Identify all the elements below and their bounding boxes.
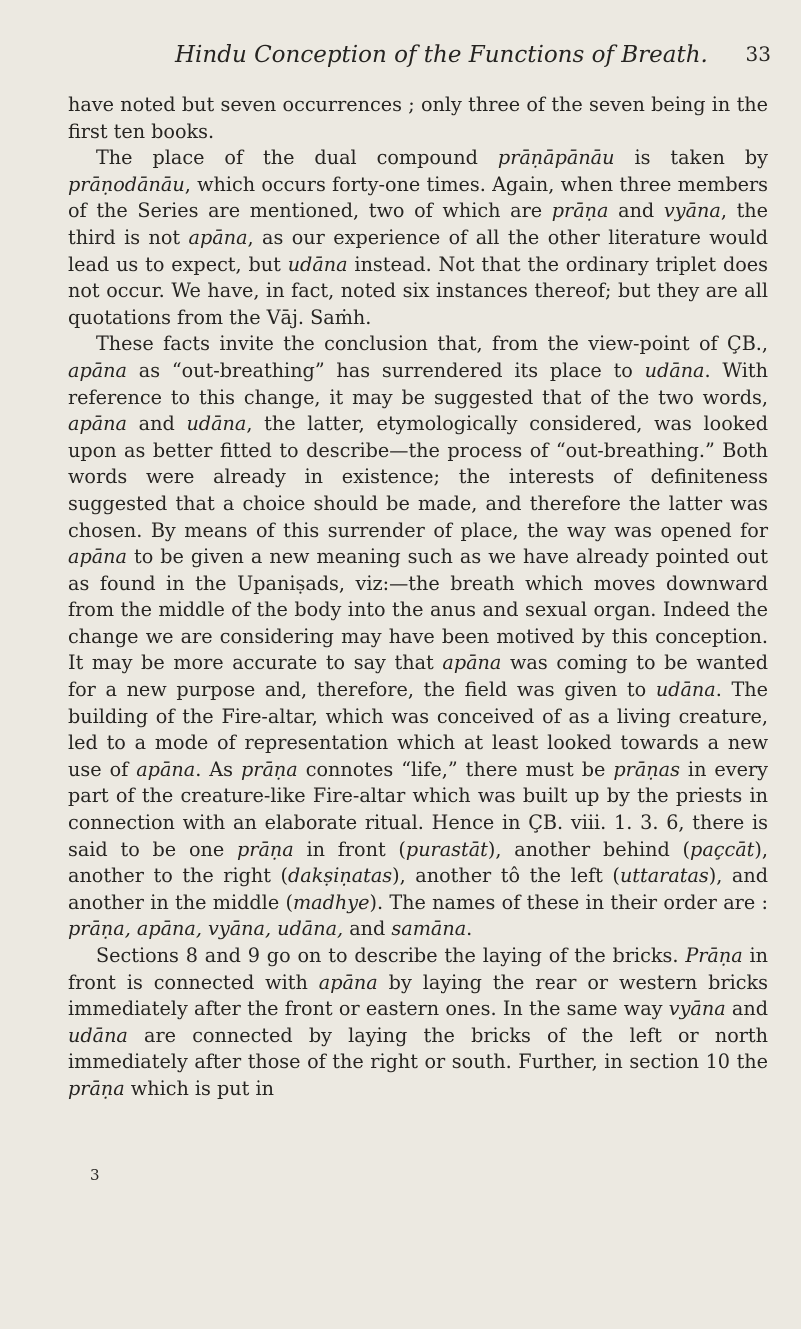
italic-term: apāna — [68, 545, 127, 569]
text-run: are connected by laying the bricks of the left or north immediately after those of the right or south. Further, in section 10 the — [68, 1023, 768, 1074]
italic-term: prāṇa — [551, 199, 609, 223]
italic-term: udāna — [186, 412, 247, 436]
paragraph — [68, 943, 768, 1103]
body-text — [68, 92, 768, 1103]
text-run: and — [343, 917, 392, 941]
italic-term: prāṇa, apāna, vyāna, udāna, — [68, 917, 344, 941]
text-run: and — [126, 412, 187, 436]
italic-term: prāṇodānāu — [68, 172, 185, 196]
italic-term: apāna — [68, 358, 127, 382]
italic-term: Prāṇa — [685, 944, 743, 967]
paragraph — [68, 92, 768, 145]
italic-term: apāna — [68, 412, 127, 436]
text-run: was coming to be wanted for a new purpose and, therefore, the field was given to — [68, 651, 768, 702]
text-run: is taken by — [614, 146, 768, 170]
italic-term: udāna — [287, 252, 348, 276]
running-title: Hindu Conception of the Functions of Breath. — [175, 42, 708, 68]
text-run: Sections 8 and 9 go on to describe the laying of the bricks. — [96, 944, 686, 967]
text-run: in front is connected with — [68, 944, 769, 994]
text-run: to be given a new meaning such as we have already pointed out as found in the Upaniṣads, viz:—the breath which moves downward from the middle of the body into the anus and sexual organ. Indeed the change we are considering may have been motived by this conception. It may be more accurate to say that — [68, 545, 768, 675]
italic-term: prāṇas — [613, 757, 680, 781]
italic-term: udāna — [68, 1023, 128, 1047]
italic-term: madhye — [292, 890, 370, 914]
text-run: , the third is not — [68, 199, 768, 249]
text-run: have noted but seven occurrences ; only three of the seven being in the first ten books. — [68, 93, 768, 143]
text-run: which is put in — [124, 1076, 274, 1100]
text-run: as “out-breathing” has surrendered its place to — [126, 358, 645, 382]
signature-mark: 3 — [90, 1166, 100, 1184]
text-run: connotes “life,” there must be — [297, 757, 614, 781]
italic-term: apāna — [136, 757, 196, 781]
text-run: . With reference to this change, it may be suggested that of the two words, — [68, 358, 768, 409]
text-run: in every part of the creature-like Fire-altar which was built up by the priests in connection with an elaborate ritual. Hence in ÇB. viii. 1. 3. 6, there is said to be one — [68, 757, 768, 861]
italic-term: udāna — [655, 678, 716, 702]
text-run: and — [725, 997, 768, 1021]
text-run: . The building of the Fire-altar, which was conceived of as a living creature, led to a mode of representation which at least looked towards a new use of — [68, 678, 768, 781]
italic-term: apāna — [318, 970, 378, 994]
text-run: ). The names of these in their order are : — [369, 890, 768, 914]
italic-term: apāna — [188, 225, 248, 249]
text-run: in front ( — [293, 837, 406, 861]
paragraph — [68, 331, 768, 943]
text-run: The place of the dual compound — [96, 146, 498, 170]
text-run: , the latter, etymologically considered, was looked upon as better fitted to describe—the process of “out-breathing.” Both words were already in existence; the interests of definiteness suggested that a choice should be made, and therefore the latter was chosen. By means of this surrender of place, the way was opened for — [68, 412, 769, 542]
italic-term: prāṇāpānāu — [497, 146, 615, 170]
text-run: and — [608, 199, 664, 223]
text-run: ), another to the right ( — [68, 837, 768, 888]
italic-term: samāna — [391, 917, 467, 941]
italic-term: vyāna — [668, 997, 726, 1021]
text-run: These facts invite the conclusion that, from the view-point of ÇB., — [96, 332, 768, 356]
text-run: . As — [195, 757, 242, 781]
running-header — [175, 42, 771, 68]
text-run: by laying the rear or western bricks immediately after the front or eastern ones. In the same way — [68, 970, 768, 1021]
italic-term: vyāna — [663, 199, 721, 223]
italic-term: uttaratas — [619, 864, 709, 888]
text-run: , as our experience of all the other literature would lead us to expect, but — [68, 225, 768, 276]
italic-term: prāṇa — [68, 1076, 125, 1100]
italic-term: purastāt — [405, 837, 488, 861]
italic-term: prāṇa — [241, 757, 298, 781]
italic-term: apāna — [442, 651, 502, 675]
italic-term: paçcāt — [690, 837, 755, 861]
text-run: ), and another in the middle ( — [68, 864, 768, 914]
paragraph — [68, 145, 768, 331]
text-run: ), another tô the left ( — [392, 864, 620, 888]
text-run: , which occurs forty-one times. Again, when three members of the Series are mentioned, two of which are — [68, 172, 768, 223]
italic-term: prāṇa — [237, 837, 294, 861]
page-number: 33 — [745, 42, 771, 66]
text-run: . — [466, 917, 473, 941]
italic-term: dakṣiṇatas — [288, 864, 393, 888]
text-run: instead. Not that the ordinary triplet does not occur. We have, in fact, noted six instances thereof; but they are all quotations from the Vāj. Saṁh. — [68, 252, 768, 329]
italic-term: udāna — [644, 358, 705, 382]
text-run: ), another behind ( — [487, 837, 691, 861]
